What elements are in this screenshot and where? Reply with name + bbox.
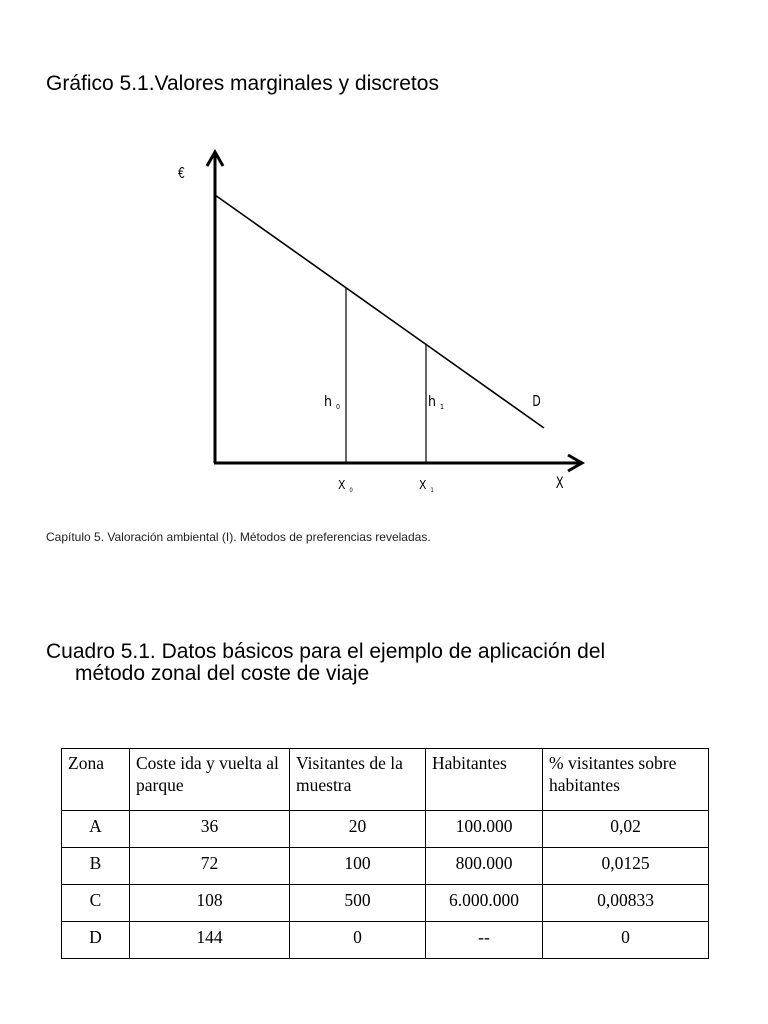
header-porcentaje: % visitantes sobre habitantes: [543, 749, 709, 811]
cell-visitantes: 100: [290, 848, 426, 885]
table-title: [46, 641, 726, 685]
figure-title: Gráfico 5.1.Valores marginales y discretos: [46, 72, 439, 95]
figure-caption: Capítulo 5. Valoración ambiental (I). Métodos de preferencias reveladas.: [46, 530, 431, 544]
cell-visitantes: 500: [290, 885, 426, 922]
cell-zona: A: [62, 811, 130, 848]
table-row: [62, 848, 709, 885]
cell-habitantes: 100.000: [426, 811, 543, 848]
y-axis-label: €: [178, 164, 185, 183]
cell-porcentaje: 0,02: [543, 811, 709, 848]
cell-porcentaje: 0,00833: [543, 885, 709, 922]
demand-curve: [215, 195, 544, 428]
header-zona: Zona: [62, 749, 130, 811]
cell-habitantes: --: [426, 922, 543, 959]
h1-label: h $_1$: [428, 394, 444, 411]
curve-label: D: [532, 392, 541, 411]
table-title-line-1: Cuadro 5.1. Datos básicos para el ejemplo de aplicación del: [46, 640, 606, 663]
table-header-row: [62, 749, 709, 811]
data-table: [61, 748, 709, 959]
table-row: [62, 811, 709, 848]
header-coste: Coste ida y vuelta al parque: [130, 749, 290, 811]
cell-habitantes: 800.000: [426, 848, 543, 885]
cell-zona: D: [62, 922, 130, 959]
cell-visitantes: 0: [290, 922, 426, 959]
x-axis-label: X: [555, 474, 564, 493]
table-row: [62, 922, 709, 959]
cell-coste: 36: [130, 811, 290, 848]
table-title-line-2: método zonal del coste de viaje: [75, 662, 370, 685]
cell-porcentaje: 0,0125: [543, 848, 709, 885]
cell-coste: 144: [130, 922, 290, 959]
header-visitantes: Visitantes de la muestra: [290, 749, 426, 811]
cell-zona: C: [62, 885, 130, 922]
table-row: [62, 885, 709, 922]
cell-porcentaje: 0: [543, 922, 709, 959]
x0-label: X $_0$: [338, 478, 353, 494]
cell-visitantes: 20: [290, 811, 426, 848]
x1-label: X $_1$: [419, 478, 434, 494]
cell-habitantes: 6.000.000: [426, 885, 543, 922]
cell-zona: B: [62, 848, 130, 885]
cell-coste: 108: [130, 885, 290, 922]
cell-coste: 72: [130, 848, 290, 885]
header-habitantes: Habitantes: [426, 749, 543, 811]
demand-diagram: [170, 140, 600, 500]
h0-label: h $_0$: [324, 394, 340, 411]
